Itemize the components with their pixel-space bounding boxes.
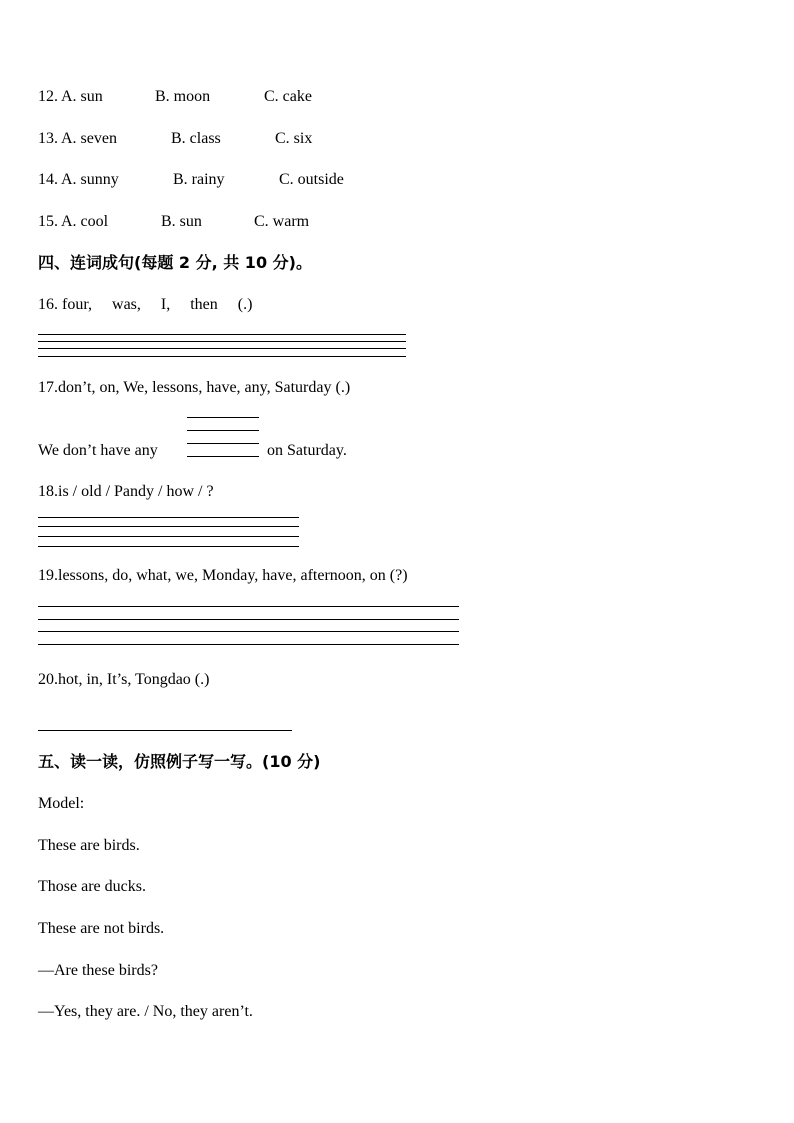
answer-line-20: [38, 730, 292, 731]
answer-line: [187, 430, 259, 431]
option-b: B. moon: [155, 88, 211, 105]
q17-sentence-start: We don’t have any: [38, 442, 158, 459]
question-18: 18.is / old / Pandy / how / ?: [38, 483, 214, 500]
model-dialogue-answer: —Yes, they are. / No, they aren’t.: [38, 1003, 253, 1020]
model-dialogue-question: —Are these birds?: [38, 962, 158, 979]
answer-line: [38, 536, 299, 537]
answer-line: [38, 334, 406, 335]
answer-line: [38, 644, 459, 645]
option-c: C. six: [275, 130, 313, 147]
answer-line: [38, 619, 459, 620]
option-b: B. sun: [161, 213, 202, 230]
section-4-title: 四、连词成句(每题 2 分, 共 10 分)。: [38, 253, 312, 272]
option-c: C. cake: [264, 88, 312, 105]
option-c: C. outside: [279, 171, 344, 188]
answer-line: [187, 456, 259, 457]
option-a: A. sun: [61, 88, 103, 105]
option-b: B. rainy: [173, 171, 225, 188]
option-c: C. warm: [254, 213, 310, 230]
answer-line: [38, 341, 406, 342]
option-a: A. cool: [61, 213, 109, 230]
model-line: Those are ducks.: [38, 878, 146, 895]
question-19: 19.lessons, do, what, we, Monday, have, afternoon, on (?): [38, 567, 408, 584]
item-number: 15.: [38, 213, 58, 230]
model-line: These are not birds.: [38, 920, 165, 937]
answer-line: [38, 348, 406, 349]
item-number: 14.: [38, 171, 58, 188]
answer-line: [187, 443, 259, 444]
question-16: 16. four, was, I, then (.): [38, 296, 253, 313]
answer-line: [38, 517, 299, 518]
option-a: A. seven: [61, 130, 117, 147]
answer-line: [38, 631, 459, 632]
model-line: These are birds.: [38, 837, 140, 854]
answer-line: [38, 526, 299, 527]
answer-line: [38, 546, 299, 547]
answer-line: [187, 417, 259, 418]
question-20: 20.hot, in, It’s, Tongdao (.): [38, 671, 210, 688]
item-number: 12.: [38, 88, 58, 105]
item-number: 13.: [38, 130, 58, 147]
answer-line: [38, 606, 459, 607]
section-5-title: 五、读一读，仿照例子写一写。(10 分): [38, 752, 321, 771]
model-label: Model:: [38, 795, 85, 812]
q17-sentence-end: on Saturday.: [267, 442, 347, 459]
option-a: A. sunny: [61, 171, 119, 188]
question-17: 17.don’t, on, We, lessons, have, any, Saturday (.): [38, 379, 351, 396]
answer-line: [38, 356, 406, 357]
option-b: B. class: [171, 130, 221, 147]
